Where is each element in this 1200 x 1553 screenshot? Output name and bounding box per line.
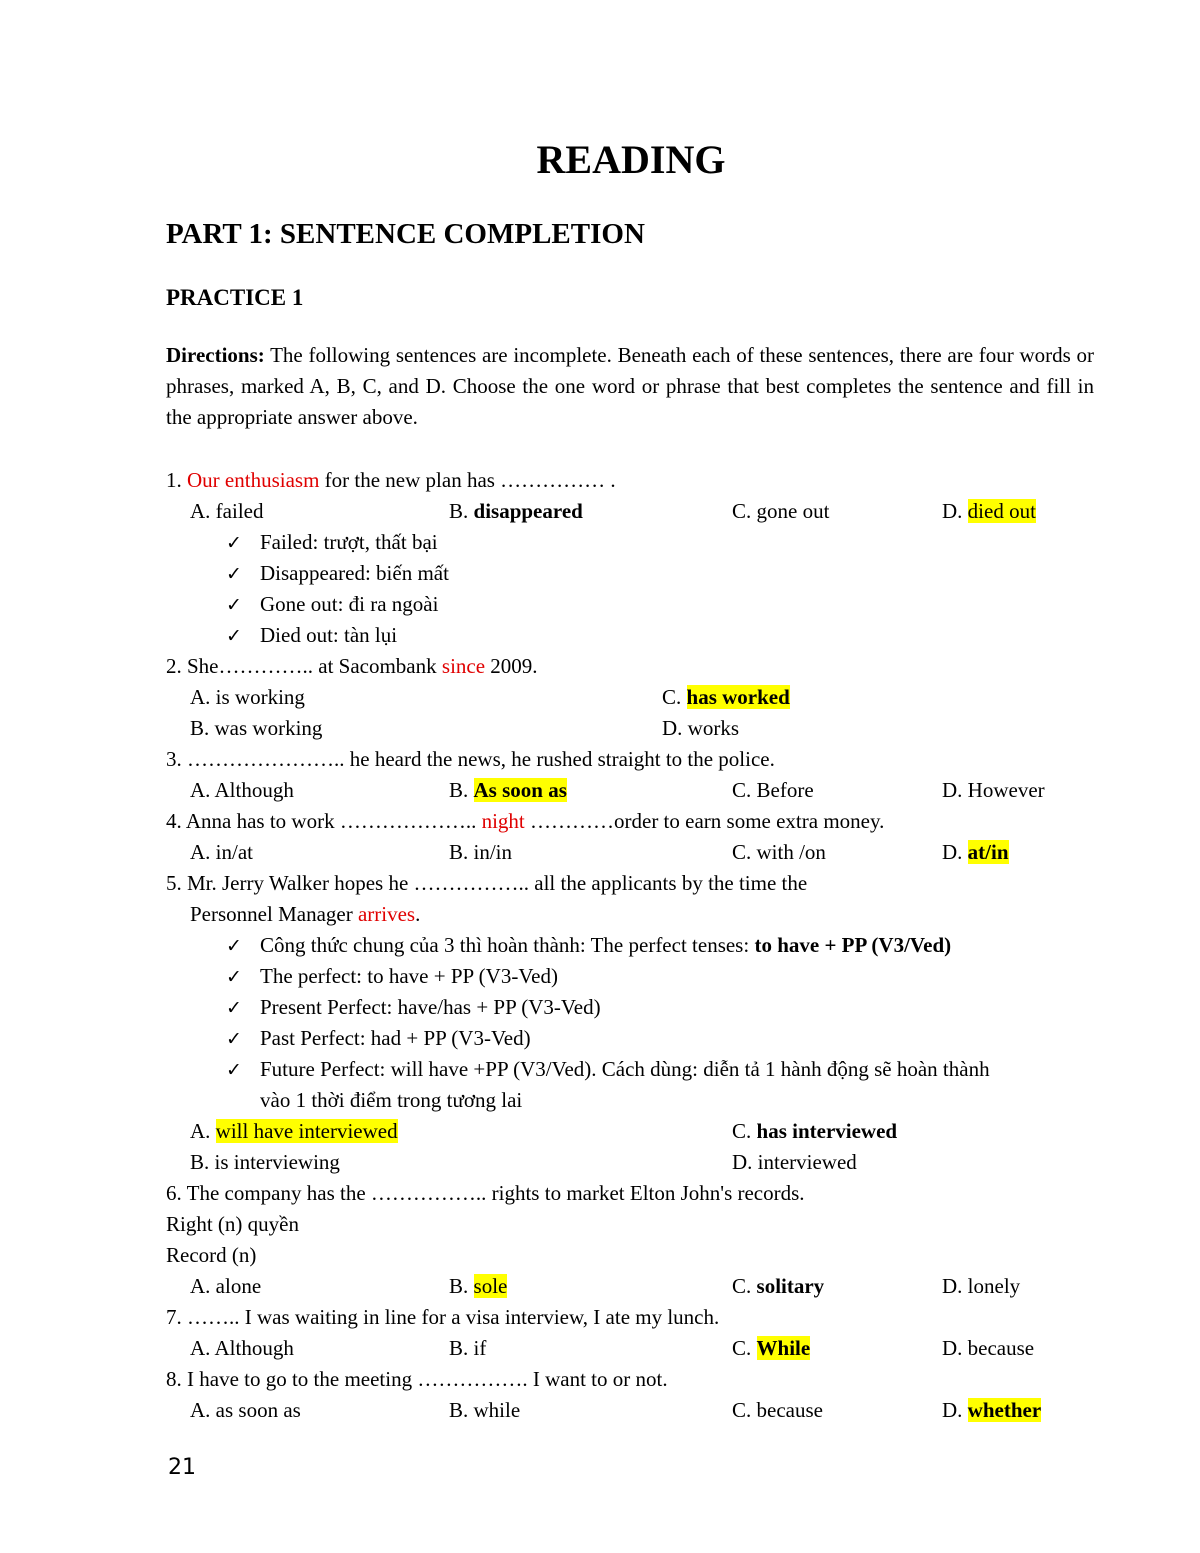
q7-option-d: D. because xyxy=(942,1336,1035,1360)
q1-note-4 xyxy=(226,621,397,650)
q1-option-a: A. failed xyxy=(190,499,264,523)
note-text: Present Perfect: have/has + PP (V3-Ved) xyxy=(260,995,601,1019)
option-prefix: D. xyxy=(942,840,968,864)
option-prefix: D. xyxy=(942,499,968,523)
option-prefix: C. xyxy=(732,1119,757,1143)
highlighted-answer: will have interviewed xyxy=(215,1119,398,1143)
q8-option-b: B. while xyxy=(449,1398,521,1422)
question-text: 2. She………….. at Sacombank xyxy=(166,654,442,678)
question-text: 4. Anna has to work ……………….. xyxy=(166,809,482,833)
bold-option: has interviewed xyxy=(756,1119,898,1143)
check-mark-icon: ✓ xyxy=(226,625,242,647)
q3-option-a: A. Although xyxy=(190,778,294,802)
question-text: for the new plan has …………… . xyxy=(319,468,616,492)
q4-option-a: A. in/at xyxy=(190,840,253,864)
question-8: 8. I have to go to the meeting ……………. I want to or not. xyxy=(166,1367,668,1391)
question-text: . xyxy=(415,902,421,926)
q2-option-a: A. is working xyxy=(190,685,305,709)
question-5: 5. Mr. Jerry Walker hopes he …………….. all the applicants by the time the xyxy=(166,871,808,895)
q5-option-b: B. is interviewing xyxy=(190,1150,340,1174)
practice-heading: PRACTICE 1 xyxy=(166,285,304,310)
q4-option-c: C. with /on xyxy=(732,840,826,864)
q7-option-a: A. Although xyxy=(190,1336,294,1360)
highlighted-answer: at/in xyxy=(967,840,1009,864)
q5-note-1 xyxy=(226,931,951,960)
option-prefix: C. xyxy=(732,1336,757,1360)
option-prefix: B. xyxy=(449,778,474,802)
check-mark-icon: ✓ xyxy=(226,997,242,1019)
q5-note-5 xyxy=(226,1055,990,1084)
note-text: Failed: trượt, thất bại xyxy=(260,530,438,554)
q5-option-a xyxy=(190,1117,398,1145)
highlighted-answer: sole xyxy=(473,1274,508,1298)
note-text: Future Perfect: will have +PP (V3/Ved). Cách dùng: diễn tả 1 hành động sẽ hoàn thành xyxy=(260,1057,990,1081)
highlighted-answer: has worked xyxy=(686,685,790,709)
note-text: Died out: tàn lụi xyxy=(260,623,398,647)
question-6: 6. The company has the …………….. rights to market Elton John's records. xyxy=(166,1181,805,1205)
q7-option-b: B. if xyxy=(449,1336,487,1360)
q1-note-3 xyxy=(226,590,438,619)
q1-option-d xyxy=(942,497,1036,525)
note-text: The perfect: to have + PP (V3-Ved) xyxy=(260,964,558,988)
check-mark-icon: ✓ xyxy=(226,563,242,585)
highlighted-answer: While xyxy=(756,1336,811,1360)
question-number: 1. xyxy=(166,468,187,492)
q5-option-d: D. interviewed xyxy=(732,1150,857,1174)
bold-option: disappeared xyxy=(473,499,583,523)
q1-note-2 xyxy=(226,559,449,588)
q8-option-c: C. because xyxy=(732,1398,823,1422)
note-text: Disappeared: biến mất xyxy=(260,561,449,585)
note-text: Past Perfect: had + PP (V3-Ved) xyxy=(260,1026,531,1050)
red-phrase: night xyxy=(481,809,525,833)
q5-note-4 xyxy=(226,1024,531,1053)
question-7: 7. …….. I was waiting in line for a visa interview, I ate my lunch. xyxy=(166,1305,720,1329)
page-title: READING xyxy=(536,137,726,182)
question-text: 2009. xyxy=(485,654,538,678)
part-heading: PART 1: SENTENCE COMPLETION xyxy=(166,218,645,250)
q6-option-d: D. lonely xyxy=(942,1274,1021,1298)
q2-option-c xyxy=(662,683,790,711)
check-mark-icon: ✓ xyxy=(226,966,242,988)
q5-note-2 xyxy=(226,962,558,991)
q3-option-b xyxy=(449,776,567,804)
question-text: Personnel Manager xyxy=(190,902,358,926)
q2-option-d: D. works xyxy=(662,716,739,740)
red-phrase: Our enthusiasm xyxy=(187,468,320,492)
option-prefix: B. xyxy=(449,1274,474,1298)
question-4 xyxy=(166,807,884,835)
q5-option-c xyxy=(732,1117,897,1145)
directions-label: Directions: xyxy=(166,343,265,367)
q4-option-d xyxy=(942,838,1009,866)
page-number: 21 xyxy=(168,1455,196,1480)
red-phrase: since xyxy=(441,654,486,678)
highlighted-answer: died out xyxy=(967,499,1036,523)
option-prefix: D. xyxy=(942,1398,968,1422)
q4-option-b: B. in/in xyxy=(449,840,513,864)
question-3: 3. ………………….. he heard the news, he rushed straight to the police. xyxy=(166,747,775,771)
note-text: Gone out: đi ra ngoài xyxy=(260,592,439,616)
q6-option-c xyxy=(732,1272,824,1300)
q7-option-c xyxy=(732,1334,810,1362)
q1-note-1 xyxy=(226,528,438,557)
bold-option: solitary xyxy=(756,1274,825,1298)
q6-vocab-2: Record (n) xyxy=(166,1243,257,1267)
directions-paragraph xyxy=(166,340,1094,433)
question-1 xyxy=(166,466,616,494)
highlighted-answer: As soon as xyxy=(473,778,567,802)
red-phrase: arrives xyxy=(357,902,416,926)
q6-option-a: A. alone xyxy=(190,1274,262,1298)
check-mark-icon: ✓ xyxy=(226,594,242,616)
q1-option-c: C. gone out xyxy=(732,499,830,523)
note-text: Công thức chung của 3 thì hoàn thành: The perfect tenses: xyxy=(260,933,755,957)
check-mark-icon: ✓ xyxy=(226,1059,242,1081)
q6-option-b xyxy=(449,1272,507,1300)
q1-option-b xyxy=(449,497,583,525)
bold-formula: to have + PP (V3/Ved) xyxy=(754,933,952,957)
q6-vocab-1: Right (n) quyền xyxy=(166,1212,299,1236)
question-2 xyxy=(166,652,538,680)
highlighted-answer: whether xyxy=(967,1398,1042,1422)
q2-option-b: B. was working xyxy=(190,716,323,740)
question-text: …………order to earn some extra money. xyxy=(524,809,885,833)
check-mark-icon: ✓ xyxy=(226,532,242,554)
option-prefix: C. xyxy=(732,1274,757,1298)
q5-note-5-cont: vào 1 thời điểm trong tương lai xyxy=(260,1088,523,1112)
q3-option-d: D. However xyxy=(942,778,1045,802)
option-prefix: C. xyxy=(662,685,687,709)
q3-option-c: C. Before xyxy=(732,778,814,802)
option-prefix: B. xyxy=(449,499,474,523)
directions-text: The following sentences are incomplete. Beneath each of these sentences, there are four words or phrases, marked A, B, C, and D. Choose the one word or phrase that best completes the sentence and fill in the appropriate answer above. xyxy=(166,343,1094,429)
q8-option-a: A. as soon as xyxy=(190,1398,301,1422)
option-prefix: A. xyxy=(190,1119,216,1143)
q5-note-3 xyxy=(226,993,601,1022)
q8-option-d xyxy=(942,1396,1041,1424)
question-5-cont xyxy=(190,900,420,928)
check-mark-icon: ✓ xyxy=(226,1028,242,1050)
check-mark-icon: ✓ xyxy=(226,935,242,957)
